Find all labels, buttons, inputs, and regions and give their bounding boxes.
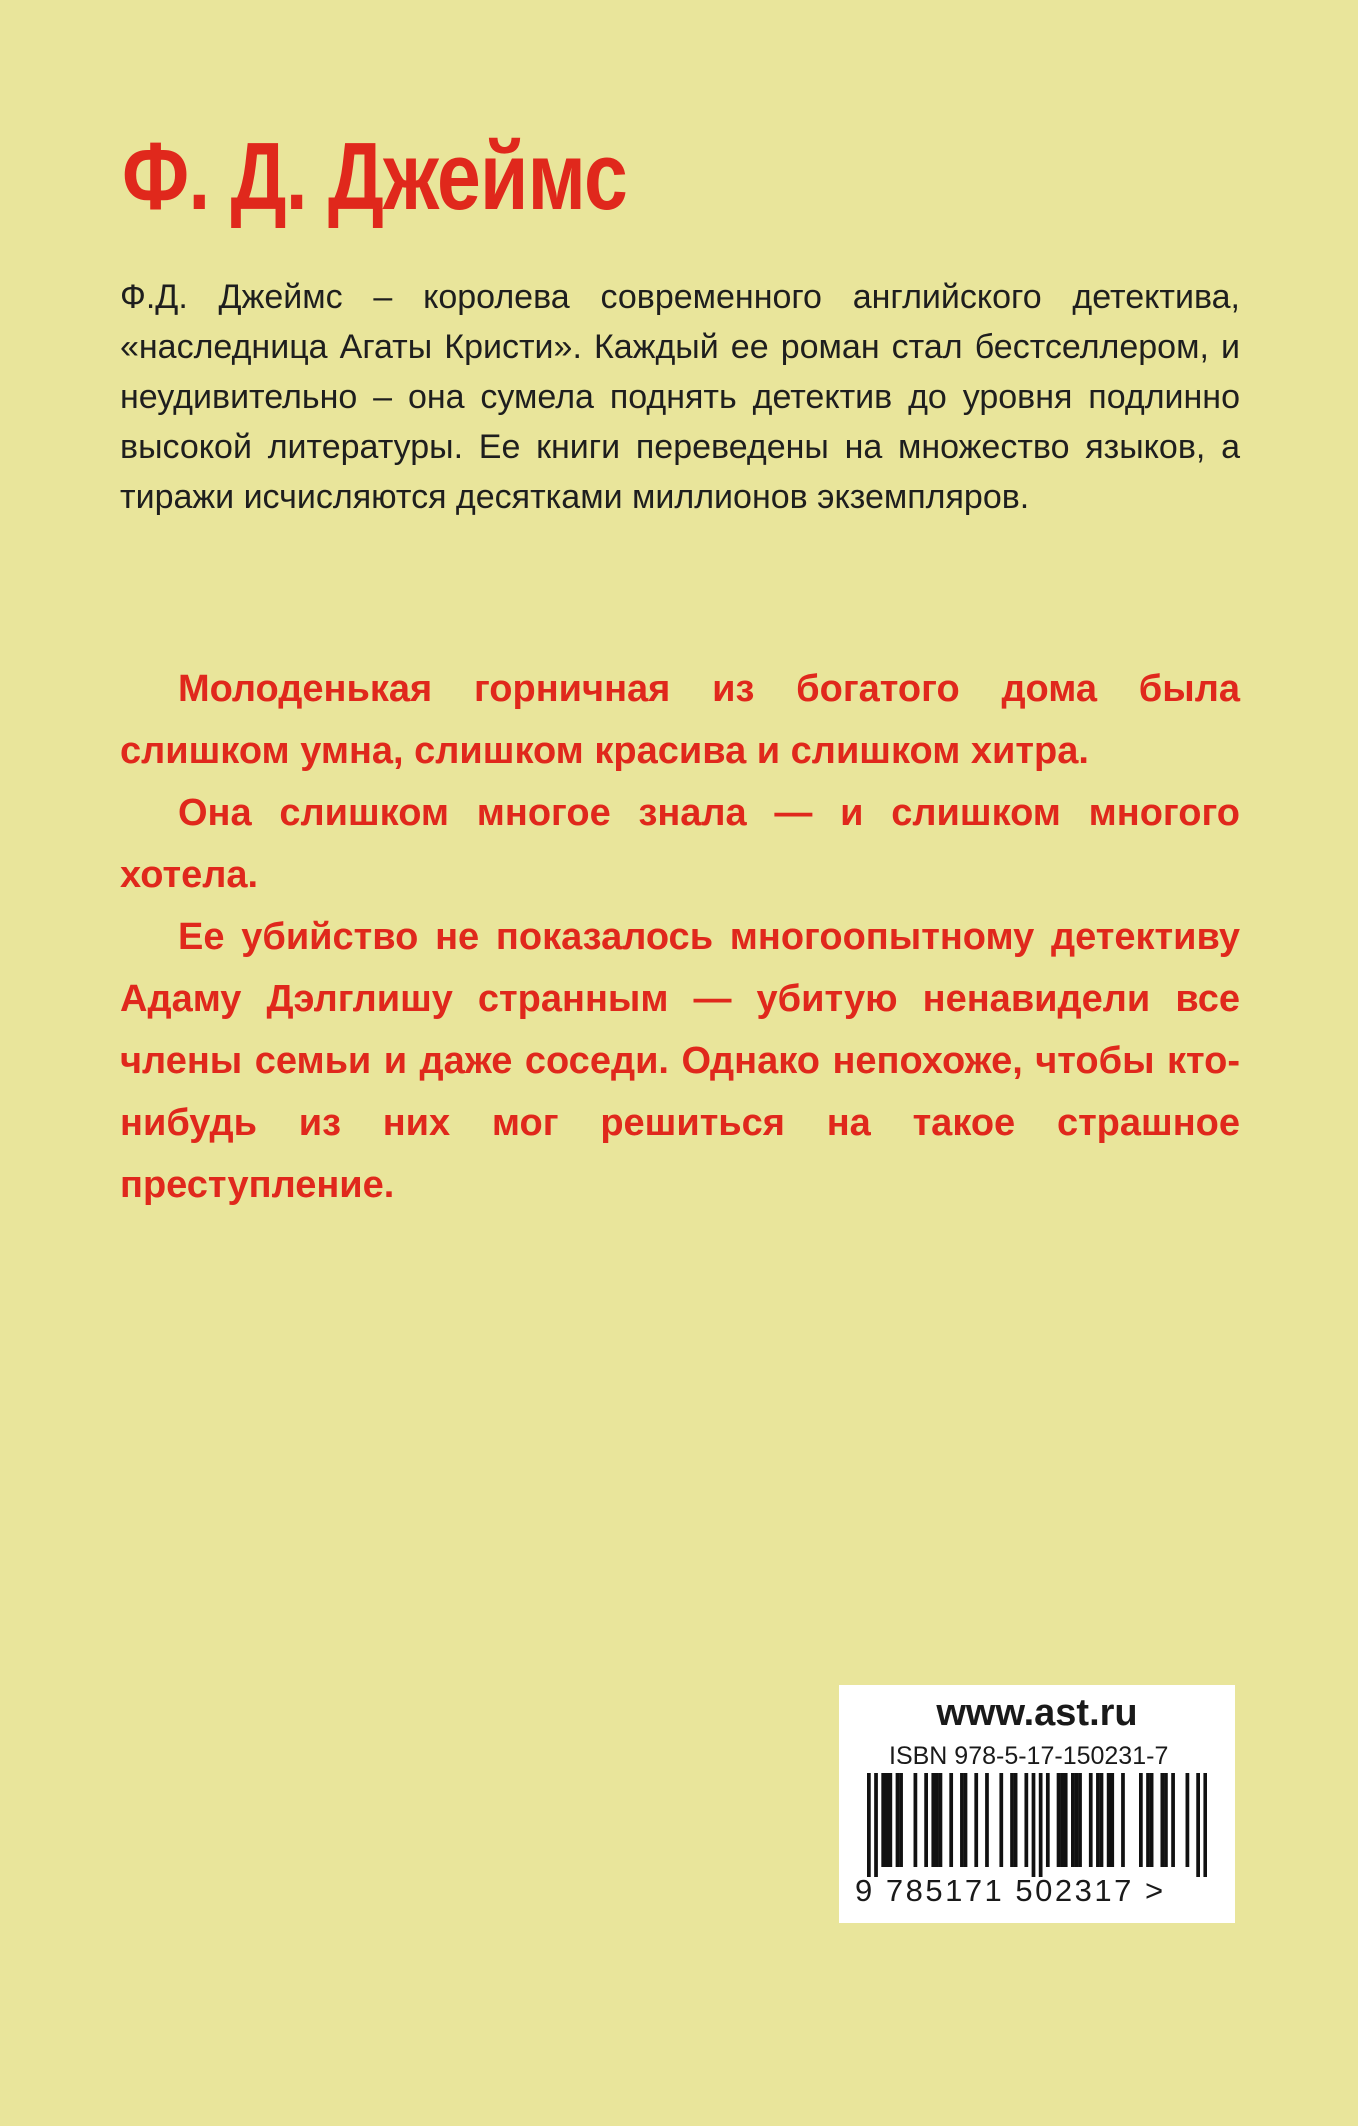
- barcode-bar: [1186, 1773, 1190, 1867]
- barcode-bar: [1110, 1773, 1114, 1867]
- barcode-bar: [1060, 1773, 1064, 1867]
- barcode-bar: [1203, 1773, 1207, 1877]
- barcode-bar: [1164, 1773, 1168, 1867]
- barcode-bar: [1010, 1773, 1014, 1867]
- barcode-bar: [885, 1773, 889, 1867]
- isbn-number: ISBN 978-5-17-150231-7: [889, 1742, 1169, 1770]
- barcode-bar: [1075, 1773, 1079, 1867]
- barcode-bar: [1046, 1773, 1050, 1867]
- barcode-bar: [1150, 1773, 1154, 1867]
- blurb-paragraph: Ее убийство не показалось многоопытному детективу Адаму Дэлглишу странным — убитую ненавидели все члены семьи и даже соседи. Однако непохоже, чтобы кто-нибудь из них мог решиться на такое страшное преступление.: [120, 916, 1240, 1206]
- barcode-bar: [899, 1773, 903, 1867]
- author-name: Ф. Д. Джеймс: [122, 123, 627, 230]
- publisher-website: www.ast.ru: [936, 1692, 1138, 1734]
- barcode-bar: [1064, 1773, 1068, 1867]
- barcode-bar: [985, 1773, 989, 1867]
- barcode-bar: [867, 1773, 871, 1877]
- barcode-bar: [874, 1773, 878, 1877]
- barcode-bar: [1160, 1773, 1164, 1867]
- barcode-bar: [1057, 1773, 1061, 1867]
- barcode-image: [867, 1773, 1207, 1877]
- barcode-bar: [1089, 1773, 1093, 1867]
- barcode-bar: [1146, 1773, 1150, 1867]
- barcode-bar: [949, 1773, 953, 1867]
- barcode-bar: [1196, 1773, 1200, 1877]
- barcode-bar: [1039, 1773, 1043, 1877]
- barcode-bar: [974, 1773, 978, 1867]
- barcode-bar: [914, 1773, 918, 1867]
- author-bio: Ф.Д. Джеймс – королева современного английского детектива, «наследница Агаты Кристи». Каждый ее роман стал бестселлером, и неудивительно – она сумела поднять детектив до уровня подлинно высокой литературы. Ее книги переведены на множество языков, а тиражи исчисляются десятками миллионов экземпляров.: [120, 278, 1240, 516]
- barcode-bar: [924, 1773, 928, 1867]
- blurb-paragraph: Она слишком многое знала — и слишком многого хотела.: [120, 792, 1240, 896]
- barcode-label: [839, 1685, 1235, 1923]
- barcode-bar: [1171, 1773, 1175, 1867]
- barcode-bar: [931, 1773, 935, 1867]
- barcode-bar: [896, 1773, 900, 1867]
- blurb-paragraph: Молоденькая горничная из богатого дома была слишком умна, слишком красива и слишком хитра.: [120, 668, 1240, 772]
- barcode-bar: [1014, 1773, 1018, 1867]
- barcode-bar: [999, 1773, 1003, 1867]
- barcode-bar: [1024, 1773, 1028, 1867]
- barcode-bar: [1078, 1773, 1082, 1867]
- barcode-bar: [1107, 1773, 1111, 1867]
- barcode-bar: [1071, 1773, 1075, 1867]
- barcode-bar: [1121, 1773, 1125, 1867]
- barcode-bar: [964, 1773, 968, 1867]
- barcode-bar: [935, 1773, 939, 1867]
- book-blurb: [120, 658, 1240, 1216]
- barcode-bar: [888, 1773, 892, 1867]
- barcode-bar: [1032, 1773, 1036, 1877]
- barcode-bar: [939, 1773, 943, 1867]
- barcode-bar: [960, 1773, 964, 1867]
- barcode-bar: [1139, 1773, 1143, 1867]
- barcode-bar: [1100, 1773, 1104, 1867]
- barcode-bar: [881, 1773, 885, 1867]
- barcode-bar: [1096, 1773, 1100, 1867]
- barcode-digits: 9 785171 502317 >: [855, 1873, 1166, 1908]
